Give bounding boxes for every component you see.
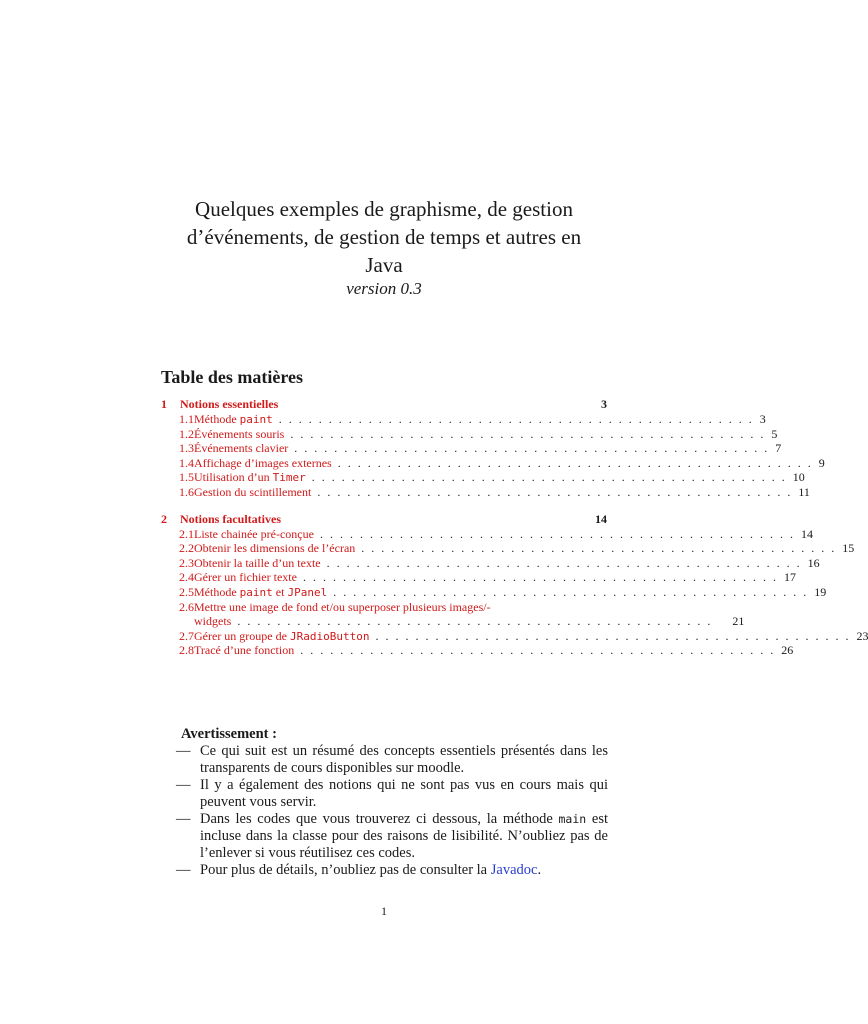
- warning-item: — Ce qui suit est un résumé des concepts essentiels présentés dans les transparents de cours disponibles sur moodle.: [176, 743, 608, 776]
- item-page: 10: [792, 470, 805, 485]
- section-number: 1: [161, 397, 167, 411]
- leader-dots: . . . . . . . . . . . . . . . . . . . . . . . . . . . . . . . . . . . . . . . . . . . . . . . .: [317, 484, 793, 499]
- item-label: Liste chainée pré-conçue: [194, 526, 314, 541]
- toc-item-2-8[interactable]: [161, 643, 794, 658]
- item-page: 26: [781, 643, 794, 658]
- item-number: 2.4: [179, 570, 194, 585]
- item-label: Tracé d’une fonction: [194, 643, 295, 658]
- leader-dots: . . . . . . . . . . . . . . . . . . . . . . . . . . . . . . . . . . . . . . . . . . . . . . . .: [302, 570, 778, 585]
- item-label: Mettre une image de fond et/ou superposer plusieurs images/- widgets . . . . . . . . . . . . . . . . . . . . . . . . . . . . . . . . . . . . . . . . . . . . . . . . 21: [194, 599, 745, 629]
- toc-item-2-5[interactable]: [161, 584, 827, 600]
- item-number: 2.1: [179, 526, 194, 541]
- item-label: Méthode paint et JPanel: [194, 584, 328, 599]
- section-label: Notions essentielles: [180, 397, 279, 411]
- warning-item: — Il y a également des notions qui ne sont pas vus en cours mais qui peuvent vous servir.: [176, 777, 608, 810]
- toc-item-1-3[interactable]: [161, 441, 782, 456]
- leader-dots: . . . . . . . . . . . . . . . . . . . . . . . . . . . . . . . . . . . . . . . . . . . . . . . .: [326, 555, 802, 570]
- warning-item: — Dans les codes que vous trouverez ci dessous, la méthode main est incluse dans la classe pour des raisons de lisibilité. N’oubliez pas de l’enlever si vous réutilisez ces codes.: [176, 811, 609, 861]
- leader-dots: . . . . . . . . . . . . . . . . . . . . . . . . . . . . . . . . . . . . . . . . . . . . . . . .: [300, 643, 776, 658]
- title-line-3: Java: [365, 253, 403, 277]
- toc-item-2-7[interactable]: [161, 628, 868, 644]
- table-of-contents: [161, 397, 868, 658]
- item-label: Obtenir les dimensions de l’écran: [194, 541, 356, 556]
- page-number: 1: [381, 904, 387, 918]
- section-page: 3: [601, 397, 607, 411]
- item-number: 1.6: [179, 484, 194, 499]
- item-page: 5: [771, 426, 778, 441]
- toc-section-1[interactable]: [161, 397, 607, 412]
- item-page: 11: [798, 484, 810, 499]
- leader-dots: . . . . . . . . . . . . . . . . . . . . . . . . . . . . . . . . . . . . . . . . . . . . . . . .: [237, 614, 713, 629]
- item-label: Événements souris: [194, 426, 285, 441]
- item-number: 2.3: [179, 555, 194, 570]
- version-label: version 0.3: [346, 279, 422, 298]
- item-number: 2.7: [179, 628, 194, 643]
- toc-item-1-6[interactable]: [161, 484, 810, 500]
- toc-section-2[interactable]: [161, 512, 607, 527]
- warning-list: [176, 743, 608, 879]
- toc-item-2-2[interactable]: [161, 541, 855, 556]
- item-label: Méthode paint: [194, 412, 273, 426]
- leader-dots: . . . . . . . . . . . . . . . . . . . . . . . . . . . . . . . . . . . . . . . . . . . . . . . .: [290, 426, 766, 441]
- item-page: 16: [807, 555, 820, 570]
- toc-heading: Table des matières: [161, 367, 303, 387]
- toc-item-1-5[interactable]: [161, 470, 805, 485]
- item-label: Gérer un fichier texte: [194, 570, 297, 585]
- item-number: 1.4: [179, 455, 194, 470]
- item-page: 19: [814, 584, 827, 599]
- item-page: 14: [800, 526, 813, 541]
- item-label: Gestion du scintillement: [194, 484, 312, 499]
- leader-dots: . . . . . . . . . . . . . . . . . . . . . . . . . . . . . . . . . . . . . . . . . . . . . . . .: [361, 541, 837, 556]
- item-page: 23: [856, 628, 868, 643]
- item-number: 2.6: [179, 599, 194, 614]
- item-number: 1.2: [179, 426, 194, 441]
- item-page: 9: [818, 455, 825, 470]
- section-number: 2: [161, 511, 167, 526]
- item-label: Obtenir la taille d’un texte: [194, 555, 321, 570]
- item-number: 2.2: [179, 541, 194, 556]
- section-page: 14: [595, 511, 607, 526]
- item-label: Affichage d’images externes: [194, 455, 332, 470]
- section-label: Notions facultatives: [180, 511, 281, 526]
- leader-dots: . . . . . . . . . . . . . . . . . . . . . . . . . . . . . . . . . . . . . . . . . . . . . . . .: [319, 526, 795, 541]
- warning-block: [176, 726, 608, 879]
- item-number: 1.5: [179, 470, 194, 485]
- item-page: 7: [775, 441, 782, 456]
- toc-item-2-4[interactable]: [161, 570, 796, 585]
- javadoc-link[interactable]: Javadoc: [490, 862, 538, 878]
- item-label: Événements clavier: [194, 441, 289, 456]
- item-label: Gérer un groupe de JRadioButton: [194, 628, 370, 643]
- leader-dots: . . . . . . . . . . . . . . . . . . . . . . . . . . . . . . . . . . . . . . . . . . . . . . . .: [375, 628, 851, 643]
- title-line-1: Quelques exemples de graphisme, de gestion: [195, 197, 573, 221]
- leader-dots: . . . . . . . . . . . . . . . . . . . . . . . . . . . . . . . . . . . . . . . . . . . . . . . .: [278, 412, 754, 426]
- toc-item-2-6[interactable]: [161, 599, 745, 629]
- item-page: 21: [732, 614, 745, 629]
- item-number: 1.3: [179, 441, 194, 456]
- leader-dots: . . . . . . . . . . . . . . . . . . . . . . . . . . . . . . . . . . . . . . . . . . . . . . . .: [333, 584, 809, 599]
- item-page: 17: [783, 570, 796, 585]
- leader-dots: . . . . . . . . . . . . . . . . . . . . . . . . . . . . . . . . . . . . . . . . . . . . . . . .: [337, 455, 813, 470]
- toc-item-1-2[interactable]: [161, 426, 778, 442]
- warning-title: Avertissement :: [181, 726, 277, 742]
- toc-item-1-1[interactable]: [161, 412, 766, 427]
- title-line-2: d’événements, de gestion de temps et autres en: [186, 225, 582, 249]
- item-number: 2.5: [179, 584, 194, 599]
- toc-item-2-1[interactable]: [161, 526, 813, 542]
- warning-item: — Pour plus de détails, n’oubliez pas de consulter la Javadoc.: [176, 862, 542, 878]
- leader-dots: . . . . . . . . . . . . . . . . . . . . . . . . . . . . . . . . . . . . . . . . . . . . . . . .: [294, 441, 770, 456]
- leader-dots: . . . . . . . . . . . . . . . . . . . . . . . . . . . . . . . . . . . . . . . . . . . . . . . .: [311, 470, 787, 485]
- toc-item-1-4[interactable]: [161, 455, 825, 471]
- item-number: 1.1: [179, 412, 194, 426]
- item-number: 2.8: [179, 643, 194, 658]
- item-label: Utilisation d’un Timer: [194, 470, 306, 485]
- item-page: 15: [842, 541, 855, 556]
- document-title: [150, 195, 618, 279]
- toc-item-2-3[interactable]: [161, 555, 820, 571]
- item-page: 3: [759, 412, 766, 426]
